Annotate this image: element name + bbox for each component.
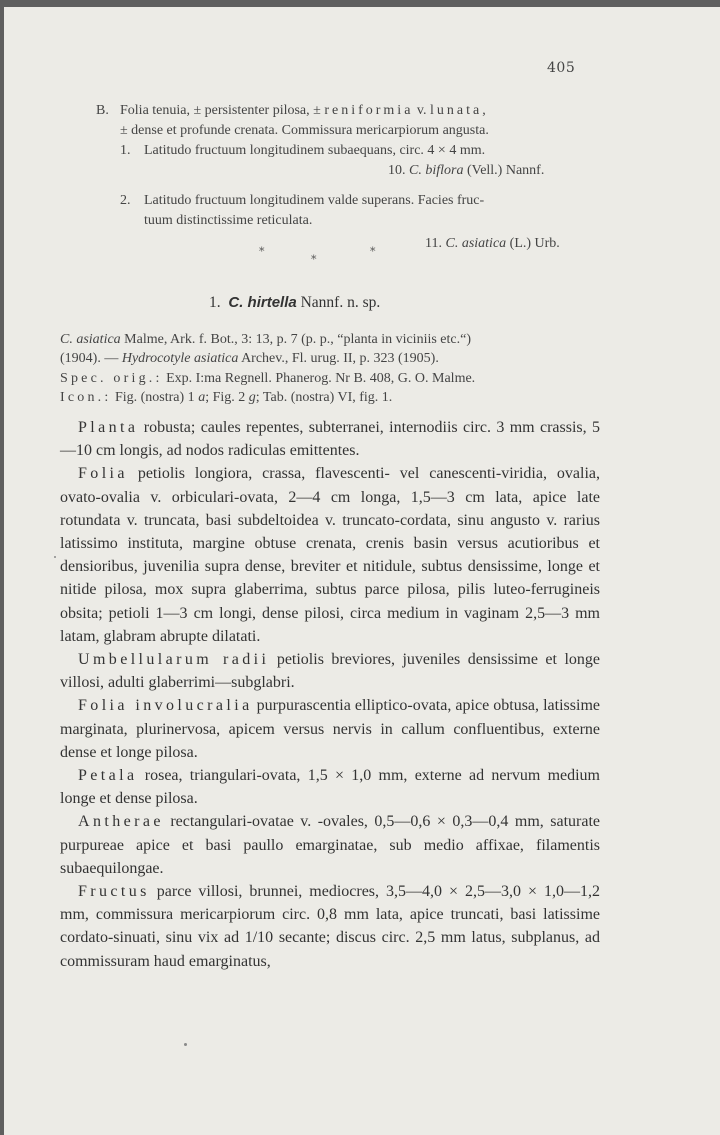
synonymy-block — [60, 330, 600, 408]
key-2-line1 — [120, 191, 484, 211]
paragraph-fructus — [60, 880, 600, 973]
lead-planta: Planta — [78, 419, 139, 436]
specimen-label: Spec. orig.: — [60, 370, 163, 386]
synonym-name-1: C. asiatica — [60, 332, 121, 347]
text-planta: robusta; caules repentes, subterranei, internodiis circ. 3 mm crassis, 5—10 cm longis, ad nodos radiculas emittentes. — [60, 419, 600, 460]
lead-folia: Folia — [78, 465, 128, 483]
key-b-line2 — [120, 121, 489, 141]
icon-fig-g: g — [248, 390, 256, 406]
key-term-reniformia: reniformia — [324, 103, 414, 118]
key-species-11 — [425, 234, 560, 254]
synonymy-line-1 — [60, 330, 600, 349]
paragraph-umbellularum — [60, 648, 600, 694]
species-10-name: C. biflora — [409, 163, 464, 178]
separator-star-2: * — [311, 253, 317, 266]
lead-antherae: Antherae — [78, 813, 164, 831]
paragraph-planta — [60, 416, 600, 462]
key-2-marker: 2. — [120, 193, 131, 208]
text-umbellularum: petiolis breviores, juveniles densissime et longe villosi, adulti glaberrimi—subglabri. — [60, 651, 600, 692]
icon-fig-a: a — [198, 390, 206, 406]
synonym-ref-1: Malme, Ark. f. Bot., 3: 13, p. 7 (p. p., “planta in viciniis etc.“) — [120, 332, 471, 347]
separator-star-3: * — [370, 245, 376, 258]
key-1-line — [120, 141, 485, 161]
key-species-10 — [388, 161, 544, 181]
lead-umbellularum: Umbellularum radii — [78, 651, 270, 669]
lead-petala: Petala — [78, 767, 138, 785]
paragraph-folia — [60, 462, 600, 648]
key-term-lunata: lunata, — [430, 103, 489, 118]
key-1-marker: 1. — [120, 143, 131, 158]
icon-ref-b: ; Fig. 2 — [205, 390, 249, 406]
species-11-name: C. asiatica — [445, 236, 507, 251]
key-2-line2-text: tuum distinctissime reticulata. — [144, 213, 313, 228]
key-b-marker: B. — [96, 103, 109, 118]
specimen-text: Exp. I:ma Regnell. Phanerog. Nr B. 408, G. O. Malme. — [162, 370, 476, 386]
key-1-text: Latitudo fructuum longitudinem subaequans, circ. 4 × 4 mm. — [144, 143, 486, 158]
icon-label: Icon.: — [60, 390, 112, 406]
paper-speck — [54, 556, 56, 558]
species-heading — [209, 294, 380, 312]
text-involucralia: purpurascentia elliptico-ovata, apice obtusa, latissime marginata, plurinervosa, apicem versus nervis in callum confluentibus, externe dense et longe pilosa. — [60, 697, 600, 761]
lead-involucralia: Folia involucralia — [78, 697, 253, 715]
paragraph-involucralia — [60, 694, 600, 764]
synonym-name-2: Hydrocotyle asiatica — [121, 351, 239, 367]
key-b-line1 — [96, 101, 489, 121]
icon-line — [60, 388, 600, 407]
species-11-author: (L.) Urb. — [509, 236, 560, 251]
paper-speck — [184, 1043, 187, 1046]
description-body — [60, 416, 600, 973]
species-11-number: 11. — [425, 236, 442, 251]
key-2-text: Latitudo fructuum longitudinem valde superans. Facies fruc- — [144, 193, 485, 208]
heading-number: 1. — [209, 294, 221, 311]
text-petala: rosea, triangulari-ovata, 1,5 × 1,0 mm, externe ad nervum medium longe et dense pilosa. — [60, 767, 600, 808]
page-number: 405 — [547, 60, 576, 76]
heading-author: Nannf. n. sp. — [300, 294, 381, 311]
key-2-line2 — [144, 211, 312, 231]
key-b-mid: v. — [413, 103, 431, 118]
key-b-text: Folia tenuia, ± persistenter pilosa, ± — [120, 103, 325, 118]
synonym-year: (1904). — — [60, 351, 122, 367]
text-fructus: parce villosi, brunnei, mediocres, 3,5—4,0 × 2,5—3,0 × 1,0—1,2 mm, commissura mericarpiorum circ. 0,8 mm lata, apice truncati, basi latissime cordato-sinuati, sinu vix ad 1/10 secante; discus circ. 2,5 mm latus, subplanus, ad commissuram haud emarginatus, — [60, 883, 600, 970]
text-folia: petiolis longiora, crassa, flavescenti- vel canescenti-viridia, ovalia, ovato-ovalia v. orbiculari-ovata, 2—4 cm longa, 1,5—3 cm lata, apice late rotundata v. truncata, basi subdeltoidea v. truncato-cordata, sinu angusto v. rarius latissimo instituta, margine obtuse crenata, crenis basin versus acutioribus et densioribus, juvenilia supra dense, breviter et nitidule, subtus densissime, longe et nitide pilosa, mox supra glaberrima, subtus parce pilosa, pilis luteo-ferrugineis obsita; petioli 1—3 cm longi, dense pilosi, circa medium in vaginam 2,5—3 mm latam, glabram abrupte dilatati. — [60, 465, 600, 645]
synonym-ref-2: Archev., Fl. urug. II, p. 323 (1905). — [238, 351, 439, 367]
specimen-line — [60, 369, 600, 388]
species-10-author: (Vell.) Nannf. — [466, 163, 545, 178]
key-b-line2-text: ± dense et profunde crenata. Commissura mericarpiorum angusta. — [120, 123, 489, 138]
text-antherae: rectangulari-ovatae v. -ovales, 0,5—0,6 × 0,3—0,4 mm, saturate purpureae apice et basi paullo emarginatae, sub medio affixae, filamentis subaequilongae. — [60, 813, 600, 877]
page-sheet — [4, 7, 720, 1135]
icon-ref-a: Fig. (nostra) 1 — [111, 390, 199, 406]
separator-star-1: * — [259, 245, 265, 258]
lead-fructus: Fructus — [78, 883, 150, 901]
paragraph-petala — [60, 764, 600, 810]
icon-ref-c: ; Tab. (nostra) VI, fig. 1. — [255, 390, 393, 406]
species-10-number: 10. — [388, 163, 406, 178]
synonymy-line-2 — [60, 349, 600, 368]
heading-species-name: C. hirtella — [228, 294, 297, 311]
paragraph-antherae — [60, 810, 600, 880]
